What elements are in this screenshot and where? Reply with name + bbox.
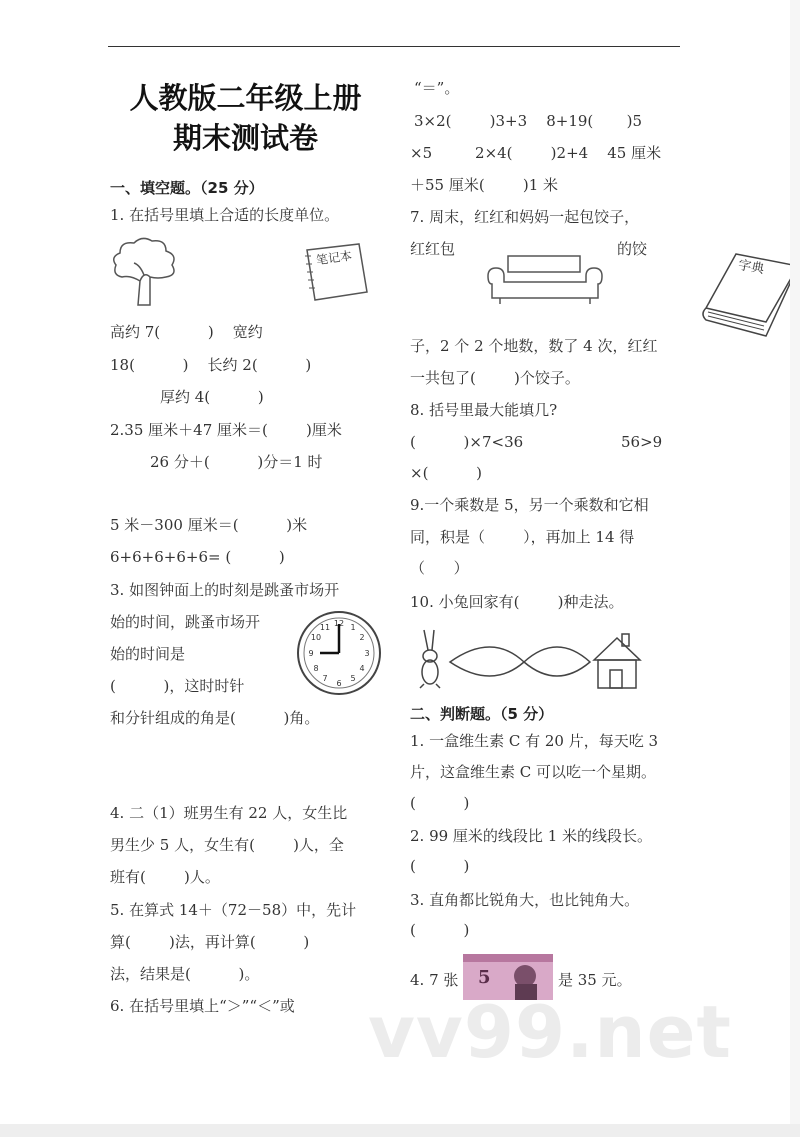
question-1: 1. 在括号里填上合适的长度单位。 bbox=[110, 206, 340, 224]
q2-line-3: 5 米－300 厘米＝( )米 bbox=[110, 516, 308, 534]
q9-line-2: 同，积是（ ），再加上 14 得 bbox=[410, 528, 635, 546]
bottom-bar bbox=[0, 1124, 800, 1137]
tf-question-4a: 4. 7 张 bbox=[410, 971, 459, 989]
q3-line-2: 始的时间，跳蚤市场开 bbox=[110, 613, 261, 631]
q6-line-4: ×5 2×4( )2+4 45 厘米 bbox=[410, 144, 662, 162]
question-5: 5. 在算式 14＋（72－58）中，先计 bbox=[110, 901, 357, 919]
question-3: 3. 如图钟面上的时刻是跳蚤市场开 bbox=[110, 581, 340, 599]
notebook-label: 笔记本 bbox=[315, 248, 353, 268]
sofa-image bbox=[486, 254, 604, 306]
svg-text:9: 9 bbox=[308, 649, 314, 658]
title-line-2: 期末测试卷 bbox=[172, 121, 318, 155]
tf-q2-answer: ( ) bbox=[410, 857, 470, 875]
question-6: 6. 在括号里填上“＞”“＜”或 bbox=[110, 997, 295, 1015]
svg-text:10: 10 bbox=[310, 633, 322, 642]
tf-question-3: 3. 直角都比锐角大，也比钝角大。 bbox=[410, 891, 640, 909]
q2-line-2: 26 分＋( )分＝1 时 bbox=[150, 453, 323, 471]
svg-text:6: 6 bbox=[336, 679, 342, 688]
question-4: 4. 二（1）班男生有 22 人，女生比 bbox=[110, 804, 348, 822]
q3-line-3: 始的时间是 bbox=[110, 645, 186, 663]
clock-image bbox=[296, 610, 382, 696]
rabbit-route-image bbox=[412, 628, 644, 692]
q7-line-3: 子，2 个 2 个地数，数了 4 次，红红 bbox=[410, 337, 658, 355]
tf-q1-answer: ( ) bbox=[410, 794, 470, 812]
tf-q3-answer: ( ) bbox=[410, 921, 470, 939]
watermark: vv99.net bbox=[368, 990, 732, 1074]
q7-line-2b: 的饺 bbox=[617, 240, 648, 258]
svg-text:12: 12 bbox=[333, 619, 345, 628]
q1-line-1: 高约 7( ) 宽约 bbox=[110, 323, 263, 341]
dictionary-label: 字典 bbox=[736, 257, 766, 278]
q3-line-5: 和分针组成的角是( )角。 bbox=[110, 709, 320, 727]
tf-question-4b: 是 35 元。 bbox=[558, 971, 632, 989]
section-fill-blank: 一、填空题。（25 分） bbox=[110, 179, 264, 197]
q8-line-2b: 56>9 bbox=[621, 433, 663, 451]
svg-text:8: 8 bbox=[313, 664, 319, 673]
svg-text:4: 4 bbox=[359, 664, 365, 673]
q7-line-4: 一共包了( )个饺子。 bbox=[410, 369, 580, 387]
page-edge bbox=[790, 0, 800, 1137]
q8-line-2a: ( )×7<36 bbox=[410, 433, 524, 451]
question-10: 10. 小兔回家有( )种走法。 bbox=[410, 593, 624, 611]
section-true-false: 二、判断题。（5 分） bbox=[410, 705, 554, 723]
tf-question-1: 1. 一盒维生素 C 有 20 片，每天吃 3 bbox=[410, 732, 659, 750]
tree-image bbox=[110, 235, 180, 307]
svg-text:11: 11 bbox=[319, 623, 331, 632]
q8-line-3: ×( ) bbox=[410, 464, 482, 482]
svg-text:5: 5 bbox=[350, 674, 356, 683]
banknote-value: 5 bbox=[478, 967, 491, 988]
q1-line-3: 厚约 4( ) bbox=[160, 388, 264, 406]
title-line-1: 人教版二年级上册 bbox=[129, 81, 362, 115]
tf-q1-line-2: 片，这盒维生素 C 可以吃一个星期。 bbox=[410, 763, 657, 781]
question-9: 9.一个乘数是 5，另一个乘数和它相 bbox=[410, 496, 649, 514]
svg-text:1: 1 bbox=[350, 623, 356, 632]
q5-line-3: 法，结果是( )。 bbox=[110, 965, 260, 983]
q5-line-2: 算( )法，再计算( ) bbox=[110, 933, 310, 951]
question-8: 8. 括号里最大能填几? bbox=[410, 401, 558, 419]
q9-line-3: （ ） bbox=[410, 559, 469, 577]
question-2: 2.35 厘米＋47 厘米＝( )厘米 bbox=[110, 421, 342, 439]
tf-question-2: 2. 99 厘米的线段比 1 米的线段长。 bbox=[410, 827, 653, 845]
q3-line-4: ( )，这时时针 bbox=[110, 677, 245, 695]
q6-line-5: ＋55 厘米( )1 米 bbox=[410, 176, 559, 194]
q7-line-2a: 红红包 bbox=[410, 240, 456, 258]
top-rule bbox=[108, 46, 680, 47]
svg-text:3: 3 bbox=[364, 649, 370, 658]
q1-line-2: 18( ) 长约 2( ) bbox=[110, 356, 312, 374]
q6-line-3: 3×2( )3+3 8+19( )5 bbox=[414, 112, 643, 130]
q2-line-4: 6+6+6+6+6= ( ) bbox=[110, 548, 285, 566]
question-7: 7. 周末，红红和妈妈一起包饺子， bbox=[410, 208, 640, 226]
q4-line-2: 男生少 5 人，女生有( )人，全 bbox=[110, 836, 344, 854]
svg-text:7: 7 bbox=[322, 674, 328, 683]
q6-line-2: “＝”。 bbox=[414, 79, 460, 97]
q4-line-3: 班有( )人。 bbox=[110, 868, 220, 886]
svg-text:2: 2 bbox=[359, 633, 365, 642]
